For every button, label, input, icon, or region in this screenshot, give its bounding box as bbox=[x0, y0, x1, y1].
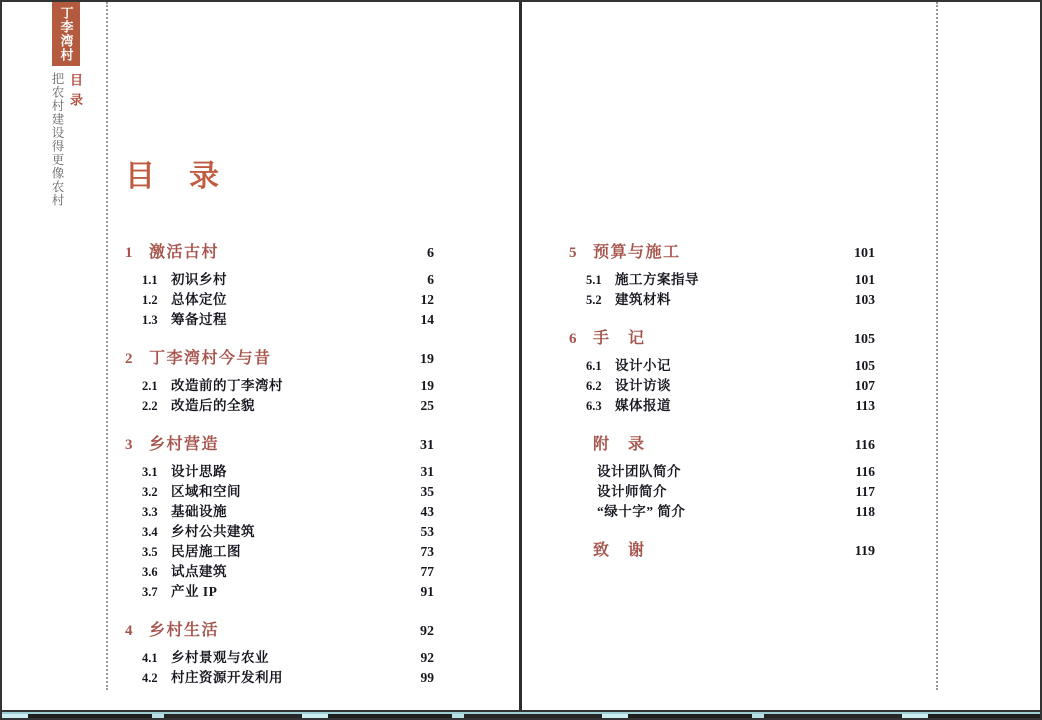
toc-item-page: 92 bbox=[420, 650, 434, 665]
toc-item bbox=[569, 482, 875, 502]
toc-section bbox=[125, 242, 434, 330]
toc-section-title: 乡村生活 bbox=[149, 622, 220, 639]
toc-item-page: 118 bbox=[855, 504, 875, 519]
stacked-pages-texture bbox=[2, 714, 1040, 718]
toc-section-header bbox=[125, 434, 434, 456]
toc-item-title: 乡村公共建筑 bbox=[171, 524, 255, 539]
toc-section-number: 4 bbox=[125, 623, 133, 639]
toc-item-title: 区域和空间 bbox=[171, 484, 241, 499]
toc-item bbox=[569, 376, 875, 396]
toc-item-page: 113 bbox=[855, 398, 875, 413]
toc-section-page: 116 bbox=[854, 438, 875, 453]
toc-section bbox=[569, 242, 875, 310]
toc-item-title: 初识乡村 bbox=[171, 272, 227, 287]
toc-section-page: 92 bbox=[420, 624, 434, 639]
toc-item-page: 73 bbox=[420, 544, 434, 559]
toc-item-page: 99 bbox=[420, 670, 434, 685]
toc-item bbox=[125, 582, 434, 602]
toc-item bbox=[569, 356, 875, 376]
right-page-fold-line bbox=[936, 2, 938, 690]
toc-item-number: 3.3 bbox=[142, 505, 158, 519]
toc-item-title: 建筑材料 bbox=[615, 292, 671, 307]
toc-item-title: 村庄资源开发利用 bbox=[171, 670, 283, 685]
toc-section-page: 6 bbox=[427, 246, 434, 261]
toc-item-number: 2.2 bbox=[142, 399, 158, 413]
toc-item-number: 5.1 bbox=[586, 273, 602, 287]
toc-item-number: 1.1 bbox=[142, 273, 158, 287]
toc-section-header bbox=[569, 540, 875, 562]
toc-item-title: 设计师简介 bbox=[597, 484, 667, 499]
toc-section bbox=[569, 434, 875, 522]
toc-item-page: 43 bbox=[420, 504, 434, 519]
toc-item-page: 6 bbox=[427, 272, 434, 287]
toc-item bbox=[569, 502, 875, 522]
spine-tagline: 把农村建设得更像农村 bbox=[50, 72, 64, 207]
toc-item bbox=[125, 270, 434, 290]
toc-item bbox=[125, 502, 434, 522]
toc-item-title: 总体定位 bbox=[171, 292, 227, 307]
toc-item-page: 91 bbox=[420, 584, 434, 599]
spine-toc-label: 目录 bbox=[68, 73, 83, 113]
toc-item-page: 53 bbox=[420, 524, 434, 539]
toc-item-number: 3.1 bbox=[142, 465, 158, 479]
toc-item-title: 筹备过程 bbox=[171, 312, 227, 327]
toc-item bbox=[125, 290, 434, 310]
toc-item-number: 5.2 bbox=[586, 293, 602, 307]
toc-item-title: 设计小记 bbox=[615, 358, 671, 373]
toc-item bbox=[125, 482, 434, 502]
toc-item-title: 产业 IP bbox=[171, 584, 218, 599]
toc-section-number: 1 bbox=[125, 245, 133, 261]
toc-item-number: 3.5 bbox=[142, 545, 158, 559]
toc-section bbox=[569, 328, 875, 416]
toc-section-page: 19 bbox=[420, 352, 434, 367]
toc-item-number: 2.1 bbox=[142, 379, 158, 393]
toc-section-header bbox=[569, 242, 875, 264]
toc-item bbox=[125, 562, 434, 582]
page-title: 目 录 bbox=[125, 160, 221, 193]
toc-item-page: 101 bbox=[854, 272, 875, 287]
toc-section-header bbox=[569, 434, 875, 456]
toc-item bbox=[569, 270, 875, 290]
toc-column-left bbox=[125, 242, 434, 706]
toc-item-page: 25 bbox=[420, 398, 434, 413]
toc-item bbox=[569, 290, 875, 310]
toc-item-title: 试点建筑 bbox=[171, 564, 227, 579]
toc-item-page: 116 bbox=[855, 464, 875, 479]
toc-item-page: 117 bbox=[855, 484, 875, 499]
toc-section-page: 105 bbox=[854, 332, 875, 347]
toc-item bbox=[125, 310, 434, 330]
toc-item-page: 103 bbox=[854, 292, 875, 307]
toc-item-title: 设计访谈 bbox=[615, 378, 671, 393]
toc-item-title: 设计思路 bbox=[171, 464, 227, 479]
toc-item-number: 3.7 bbox=[142, 585, 158, 599]
toc-section bbox=[125, 348, 434, 416]
toc-section-number: 6 bbox=[569, 331, 577, 347]
toc-item bbox=[125, 462, 434, 482]
toc-item-page: 107 bbox=[854, 378, 875, 393]
page-divider bbox=[519, 2, 522, 711]
toc-section-header bbox=[569, 328, 875, 350]
toc-item bbox=[125, 522, 434, 542]
left-page-fold-line bbox=[106, 2, 108, 690]
toc-column-right bbox=[569, 242, 875, 580]
toc-item-number: 1.2 bbox=[142, 293, 158, 307]
toc-item-page: 77 bbox=[420, 564, 434, 579]
toc-section-page: 101 bbox=[854, 246, 875, 261]
toc-item bbox=[125, 668, 434, 688]
toc-item-title: 改造后的全貌 bbox=[171, 398, 255, 413]
toc-item-number: 6.2 bbox=[586, 379, 602, 393]
spine-banner: 丁李湾村 bbox=[52, 2, 80, 66]
toc-item-title: 乡村景观与农业 bbox=[171, 650, 269, 665]
toc-item-title: 设计团队简介 bbox=[597, 464, 681, 479]
toc-section-page: 119 bbox=[854, 544, 875, 559]
book-bottom-edge bbox=[2, 710, 1040, 718]
toc-item-page: 19 bbox=[420, 378, 434, 393]
toc-section bbox=[569, 540, 875, 562]
toc-section-header bbox=[125, 620, 434, 642]
toc-section bbox=[125, 434, 434, 602]
toc-item-number: 4.1 bbox=[142, 651, 158, 665]
toc-section-number: 2 bbox=[125, 351, 133, 367]
toc-item-page: 14 bbox=[420, 312, 434, 327]
toc-item bbox=[569, 462, 875, 482]
toc-item-title: 民居施工图 bbox=[171, 544, 241, 559]
toc-item-page: 35 bbox=[420, 484, 434, 499]
toc-item-page: 105 bbox=[854, 358, 875, 373]
toc-item-number: 3.6 bbox=[142, 565, 158, 579]
toc-section-title: 预算与施工 bbox=[593, 244, 681, 261]
toc-section-title: 附 录 bbox=[593, 436, 646, 453]
toc-item-number: 3.4 bbox=[142, 525, 158, 539]
toc-item-page: 12 bbox=[420, 292, 434, 307]
toc-item bbox=[125, 376, 434, 396]
toc-item bbox=[125, 396, 434, 416]
toc-item bbox=[569, 396, 875, 416]
toc-section-title: 乡村营造 bbox=[149, 436, 220, 453]
toc-item bbox=[125, 648, 434, 668]
toc-section bbox=[125, 620, 434, 688]
toc-item-title: 媒体报道 bbox=[615, 398, 671, 413]
toc-section-title: 致 谢 bbox=[593, 542, 646, 559]
toc-item-number: 6.1 bbox=[586, 359, 602, 373]
toc-section-page: 31 bbox=[420, 438, 434, 453]
toc-item-title: “绿十字” 简介 bbox=[597, 504, 686, 519]
toc-section-title: 丁李湾村今与昔 bbox=[149, 350, 272, 367]
toc-item-page: 31 bbox=[420, 464, 434, 479]
toc-item-number: 6.3 bbox=[586, 399, 602, 413]
toc-section-title: 手 记 bbox=[593, 330, 646, 347]
toc-item-number: 1.3 bbox=[142, 313, 158, 327]
toc-item-title: 施工方案指导 bbox=[615, 272, 699, 287]
toc-section-title: 激活古村 bbox=[149, 244, 220, 261]
toc-item-number: 4.2 bbox=[142, 671, 158, 685]
toc-section-number: 3 bbox=[125, 437, 133, 453]
toc-item-title: 改造前的丁李湾村 bbox=[171, 378, 283, 393]
toc-section-header bbox=[125, 348, 434, 370]
toc-section-header bbox=[125, 242, 434, 264]
toc-item-number: 3.2 bbox=[142, 485, 158, 499]
toc-item bbox=[125, 542, 434, 562]
toc-item-title: 基础设施 bbox=[171, 504, 227, 519]
toc-section-number: 5 bbox=[569, 245, 577, 261]
